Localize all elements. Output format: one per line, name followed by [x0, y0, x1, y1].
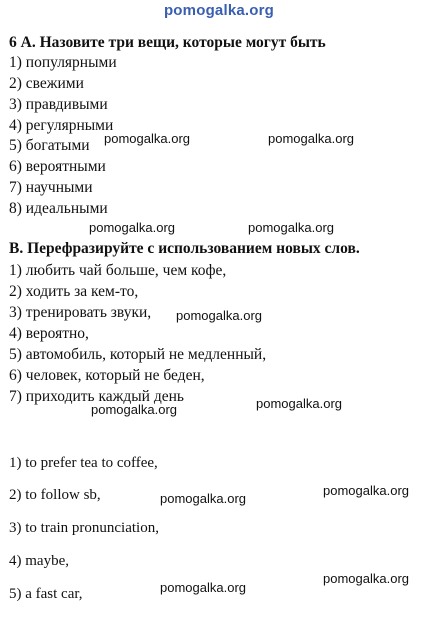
section-b-item: 3) тренировать звуки,	[9, 304, 152, 321]
section-b-item: 5) автомобиль, который не медленный,	[9, 346, 267, 363]
section-b-title: В. Перефразируйте с использованием новых слов.	[9, 240, 360, 257]
watermark: pomogalka.org	[104, 131, 190, 146]
watermark: pomogalka.org	[268, 131, 354, 146]
section-a-item: 1) популярными	[9, 54, 117, 71]
watermark: pomogalka.org	[89, 220, 175, 235]
section-a-item: 5) богатыми	[9, 137, 90, 154]
section-a-item: 3) правдивыми	[9, 96, 108, 113]
section-b-item: 6) человек, который не беден,	[9, 367, 205, 384]
watermark: pomogalka.org	[160, 580, 246, 595]
watermark: pomogalka.org	[256, 396, 342, 411]
section-a-item: 6) вероятными	[9, 158, 106, 175]
section-a-item: 8) идеальными	[9, 200, 108, 217]
watermark: pomogalka.org	[176, 308, 262, 323]
watermark: pomogalka.org	[323, 483, 409, 498]
watermark: pomogalka.org	[91, 402, 177, 417]
answer-item: 3) to train pronunciation,	[9, 520, 159, 536]
watermark: pomogalka.org	[323, 571, 409, 586]
section-b-item: 7) приходить каждый день	[9, 388, 184, 405]
section-b-item: 1) любить чай больше, чем кофе,	[9, 262, 227, 279]
answer-item: 5) a fast car,	[9, 586, 83, 602]
answer-item: 1) to prefer tea to coffee,	[9, 455, 158, 471]
section-b-item: 4) вероятно,	[9, 325, 89, 342]
section-a-item: 7) научными	[9, 179, 93, 196]
section-a-title: 6 А. Назовите три вещи, которые могут быть	[9, 34, 326, 51]
section-b-item: 2) ходить за кем-то,	[9, 283, 139, 300]
answer-item: 2) to follow sb,	[9, 487, 101, 503]
site-header: pomogalka.org	[163, 2, 275, 19]
answer-item: 4) maybe,	[9, 553, 69, 569]
watermark: pomogalka.org	[248, 220, 334, 235]
section-a-item: 4) регулярными	[9, 117, 114, 134]
watermark: pomogalka.org	[160, 491, 246, 506]
section-a-item: 2) свежими	[9, 75, 84, 92]
